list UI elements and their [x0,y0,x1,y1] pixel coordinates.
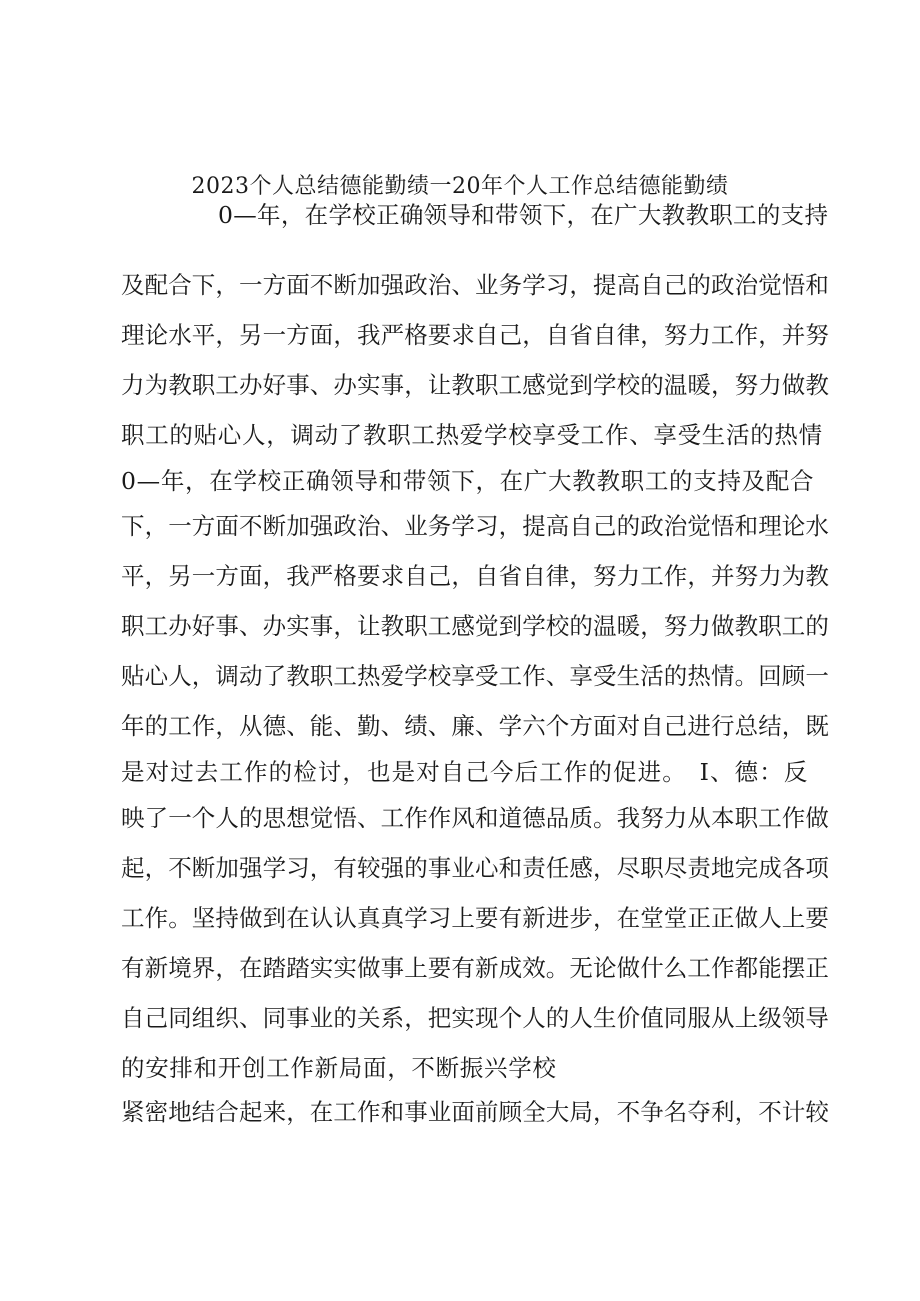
paragraph-line: 自己同组织、同事业的关系，把实现个人的人生价值同服从上级领导 [121,1004,829,1032]
paragraph-line: 年的工作，从德、能、勤、绩、廉、学六个方面对自己进行总结，既 [121,712,829,740]
paragraph-line: 工作。坚持做到在认认真真学习上要有新进步，在堂堂正正做人上要 [121,904,829,932]
paragraph-line: 力为教职工办好事、办实事，让教职工感觉到学校的温暖，努力做教 [121,371,829,399]
paragraph-line: 紧密地结合起来，在工作和事业面前顾全大局，不争名夺利，不计较 [121,1098,829,1126]
paragraph-line: 贴心人，调动了教职工热爱学校享受工作、享受生活的热情。回顾一 [121,662,829,690]
paragraph-line: 平，另一方面，我严格要求自己，自省自律，努力工作，并努力为教 [121,562,829,590]
paragraph-line: 理论水平，另一方面，我严格要求自己，自省自律，努力工作，并努 [121,321,829,349]
paragraph-line: 是对过去工作的检讨，也是对自己今后工作的促进。 Ⅰ、德：反 [121,758,809,786]
paragraph-line: 下，一方面不断加强政治、业务学习，提高自己的政治觉悟和理论水 [121,512,829,540]
paragraph-line: 起，不断加强学习，有较强的事业心和责任感，尽职尽责地完成各项 [121,854,829,882]
paragraph-line: 职工的贴心人，调动了教职工热爱学校享受工作、享受生活的热情 [121,421,823,449]
paragraph-line: 有新境界，在踏踏实实做事上要有新成效。无论做什么工作都能摆正 [121,954,829,982]
paragraph-line: 映了一个人的思想觉悟、工作作风和道德品质。我努力从本职工作做 [121,804,829,832]
paragraph-line: 职工办好事、办实事，让教职工感觉到学校的温暖，努力做教职工的 [121,612,829,640]
paragraph-line: 的安排和开创工作新局面，不断振兴学校 [121,1054,557,1082]
paragraph-line: 0—年，在学校正确领导和带领下，在广大教教职工的支持及配合 [121,467,815,495]
paragraph-line: 及配合下，一方面不断加强政治、业务学习，提高自己的政治觉悟和 [121,271,829,299]
paragraph-line: 0—年，在学校正确领导和带领下，在广大教教职工的支持 [218,201,829,229]
document-title: 2023个人总结德能勤绩一20年个人工作总结德能勤绩 [191,174,729,199]
